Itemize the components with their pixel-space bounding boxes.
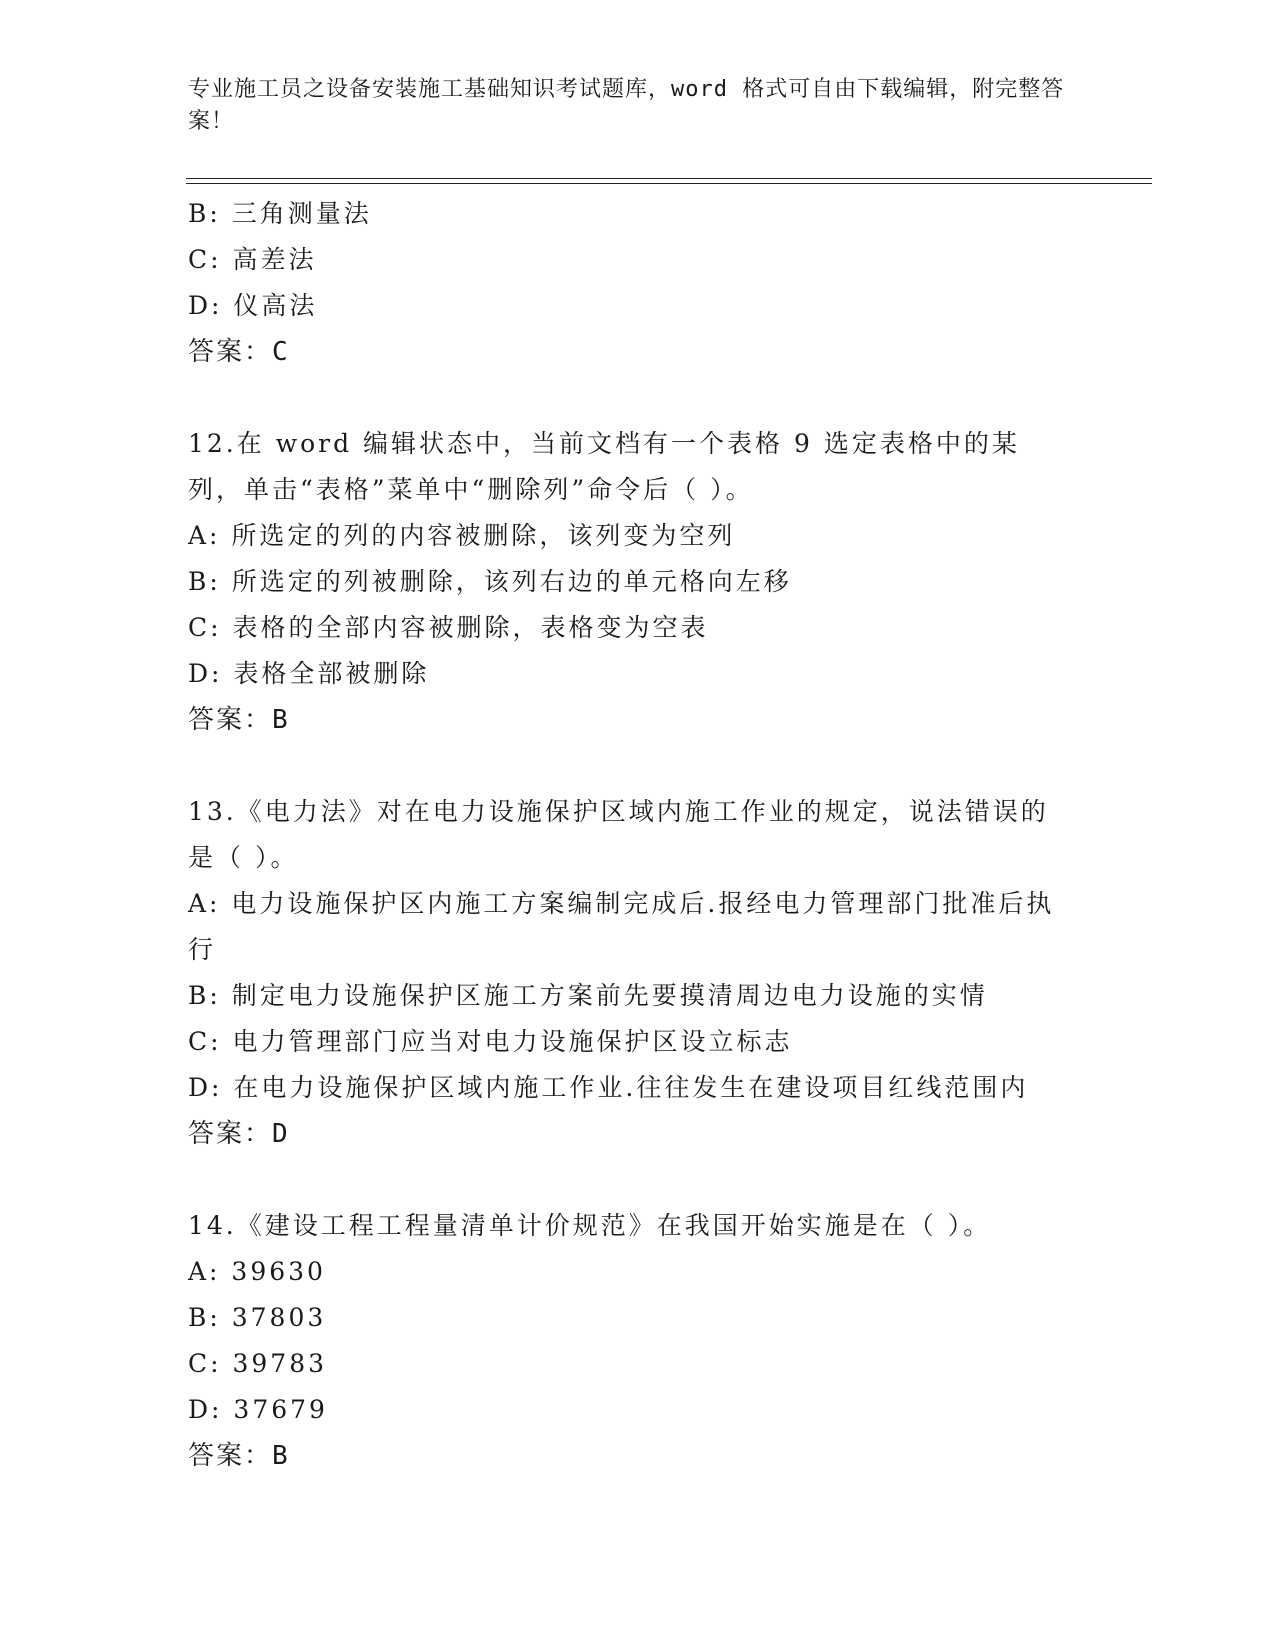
answer-label: 答案：: [188, 1119, 273, 1149]
header-divider-top: [186, 178, 1152, 179]
answer-line: [188, 1111, 1088, 1157]
answer-line: [188, 329, 1088, 375]
option-b: B: 37803: [188, 1303, 327, 1332]
header-divider-bottom: [186, 183, 1152, 184]
answer-label: 答案：: [188, 705, 273, 735]
answer-label: 答案：: [188, 337, 273, 367]
option-b: B: 制定电力设施保护区施工方案前先要摸清周边电力设施的实情: [188, 981, 988, 1010]
question-12: [188, 421, 1088, 743]
option-d: D: 仪高法: [188, 291, 318, 320]
answer-value: B: [272, 1441, 290, 1471]
option-d: D: 表格全部被删除: [188, 659, 430, 688]
question-stem: 13.《电力法》对在电力设施保护区域内施工作业的规定，说法错误的是（ ）。: [188, 797, 1049, 872]
option-a: A: 所选定的列的内容被删除，该列变为空列: [188, 521, 736, 550]
answer-value: D: [272, 1119, 290, 1149]
question-stem: 14.《建设工程工程量清单计价规范》在我国开始实施是在（ ）。: [188, 1211, 992, 1240]
answer-value: C: [272, 337, 290, 367]
question-11: [188, 191, 1088, 375]
answer-line: [188, 697, 1088, 743]
option-a: A: 39630: [188, 1257, 326, 1286]
question-stem: 12.在 word 编辑状态中，当前文档有一个表格 9 选定表格中的某列，单击“表格”菜单中“删除列”命令后（ ）。: [188, 429, 1020, 504]
document-header: 专业施工员之设备安装施工基础知识考试题库，word 格式可自由下载编辑，附完整答案！: [188, 77, 1065, 134]
option-c: C: 表格的全部内容被删除，表格变为空表: [188, 613, 709, 642]
option-b: B: 所选定的列被删除，该列右边的单元格向左移: [188, 567, 792, 596]
option-b: B: 三角测量法: [188, 199, 372, 228]
option-d: D: 在电力设施保护区域内施工作业.往往发生在建设项目红线范围内: [188, 1073, 1029, 1102]
answer-label: 答案：: [188, 1441, 273, 1471]
option-a: A: 电力设施保护区内施工方案编制完成后.报经电力管理部门批准后执行: [188, 889, 1055, 964]
question-13: [188, 789, 1088, 1157]
question-14: [188, 1203, 1088, 1479]
option-c: C: 电力管理部门应当对电力设施保护区设立标志: [188, 1027, 793, 1056]
option-d: D: 37679: [188, 1395, 328, 1424]
option-c: C: 39783: [188, 1349, 328, 1378]
answer-value: B: [272, 705, 290, 735]
document-body: [188, 191, 1088, 1479]
option-c: C: 高差法: [188, 245, 317, 274]
answer-line: [188, 1433, 1088, 1479]
